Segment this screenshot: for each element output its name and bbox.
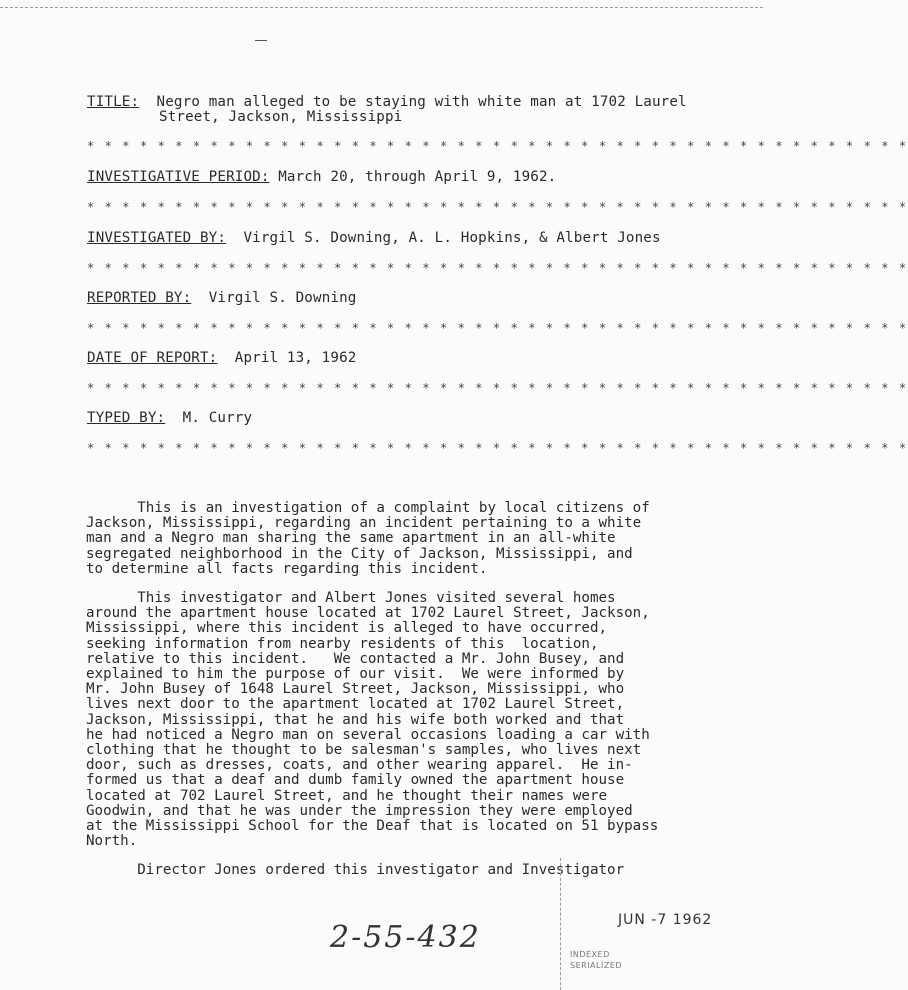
page-top-edge: [0, 0, 763, 8]
separator: * * * * * * * * * * * * * * * * * * * * * * * * * * * * * * * * * * * * * * * * * * * * * * *: [87, 381, 908, 395]
paragraph-line: explained to him the purpose of our visit. We were informed by: [86, 666, 625, 683]
date-field: [87, 351, 356, 366]
handwritten-file-number: 2-55-432: [330, 920, 481, 955]
paragraph-line: Mississippi, where this incident is alleged to have occurred,: [86, 620, 608, 637]
paragraph-line: segregated neighborhood in the City of Jackson, Mississippi, and: [86, 545, 633, 562]
separator: * * * * * * * * * * * * * * * * * * * * * * * * * * * * * * * * * * * * * * * * * * * * * * *: [87, 200, 908, 214]
paragraph-line: Director Jones ordered this investigator and Investigator: [86, 862, 625, 878]
investigated-label: INVESTIGATED BY:: [87, 230, 227, 246]
paragraph-line: he had noticed a Negro man on several occasions loading a car with: [86, 726, 650, 743]
paragraph-line: door, such as dresses, coats, and other wearing apparel. He in-: [86, 757, 633, 774]
typed-label: TYPED BY:: [87, 410, 166, 426]
paragraph-line: clothing that he thought to be salesman's samples, who lives next: [86, 742, 642, 759]
date-label: DATE OF REPORT:: [87, 350, 218, 366]
title-field: [87, 95, 687, 110]
indexed-stamp: INDEXED: [570, 950, 610, 959]
paragraph-line: at the Mississippi School for the Deaf that is located on 51 bypass: [86, 818, 659, 835]
paragraph-line: lives next door to the apartment located at 1702 Laurel Street,: [86, 696, 625, 713]
title-line1: Negro man alleged to be staying with white man at 1702 Laurel: [156, 94, 687, 110]
paragraph-line: This investigator and Albert Jones visited several homes: [86, 590, 616, 606]
paragraph-line: This is an investigation of a complaint by local citizens of: [86, 500, 650, 516]
investigated-field: [87, 231, 661, 246]
paragraph-line: around the apartment house located at 1702 Laurel Street, Jackson,: [86, 605, 650, 622]
typed-value: M. Curry: [182, 410, 253, 426]
separator: * * * * * * * * * * * * * * * * * * * * * * * * * * * * * * * * * * * * * * * * * * * * * * *: [87, 139, 908, 153]
paragraph-1: [86, 501, 706, 577]
reported-label: REPORTED BY:: [87, 290, 192, 306]
stray-mark: [255, 40, 267, 41]
reported-value: Virgil S. Downing: [208, 290, 357, 306]
separator: * * * * * * * * * * * * * * * * * * * * * * * * * * * * * * * * * * * * * * * * * * * * * * *: [87, 321, 908, 335]
separator: * * * * * * * * * * * * * * * * * * * * * * * * * * * * * * * * * * * * * * * * * * * * * * *: [87, 441, 908, 455]
paragraph-2: [86, 591, 706, 849]
title-label: TITLE:: [87, 94, 140, 110]
typed-field: [87, 411, 252, 426]
title-line2: Street, Jackson, Mississippi: [159, 109, 403, 125]
separator: * * * * * * * * * * * * * * * * * * * * * * * * * * * * * * * * * * * * * * * * * * * * * * *: [87, 261, 908, 275]
received-date-stamp: JUN -7 1962: [618, 912, 713, 928]
period-value: March 20, through April 9, 1962.: [278, 169, 557, 185]
reported-field: [87, 291, 356, 306]
paragraph-line: seeking information from nearby residents of this location,: [86, 635, 599, 652]
paragraph-line: Mr. John Busey of 1648 Laurel Street, Jackson, Mississippi, who: [86, 681, 625, 698]
paragraph-line: man and a Negro man sharing the same apartment in an all-white: [86, 530, 616, 547]
paragraph-line: Goodwin, and that he was under the impression they were employed: [86, 802, 633, 819]
paragraph-line: to determine all facts regarding this incident.: [86, 560, 488, 577]
paragraph-line: formed us that a deaf and dumb family owned the apartment house: [86, 772, 625, 789]
period-label: INVESTIGATIVE PERIOD:: [87, 169, 270, 185]
period-field: [87, 170, 556, 185]
paragraph-line: located at 702 Laurel Street, and he thought their names were: [86, 787, 608, 804]
paragraph-line: relative to this incident. We contacted a Mr. John Busey, and: [86, 650, 625, 667]
paragraph-line: North.: [86, 833, 138, 850]
investigated-value: Virgil S. Downing, A. L. Hopkins, & Albert Jones: [243, 230, 661, 246]
serialized-stamp: SERIALIZED: [570, 961, 623, 970]
paragraph-line: Jackson, Mississippi, that he and his wife both worked and that: [86, 711, 625, 728]
date-value: April 13, 1962: [234, 350, 357, 366]
paragraph-line: Jackson, Mississippi, regarding an incident pertaining to a white: [86, 515, 642, 532]
